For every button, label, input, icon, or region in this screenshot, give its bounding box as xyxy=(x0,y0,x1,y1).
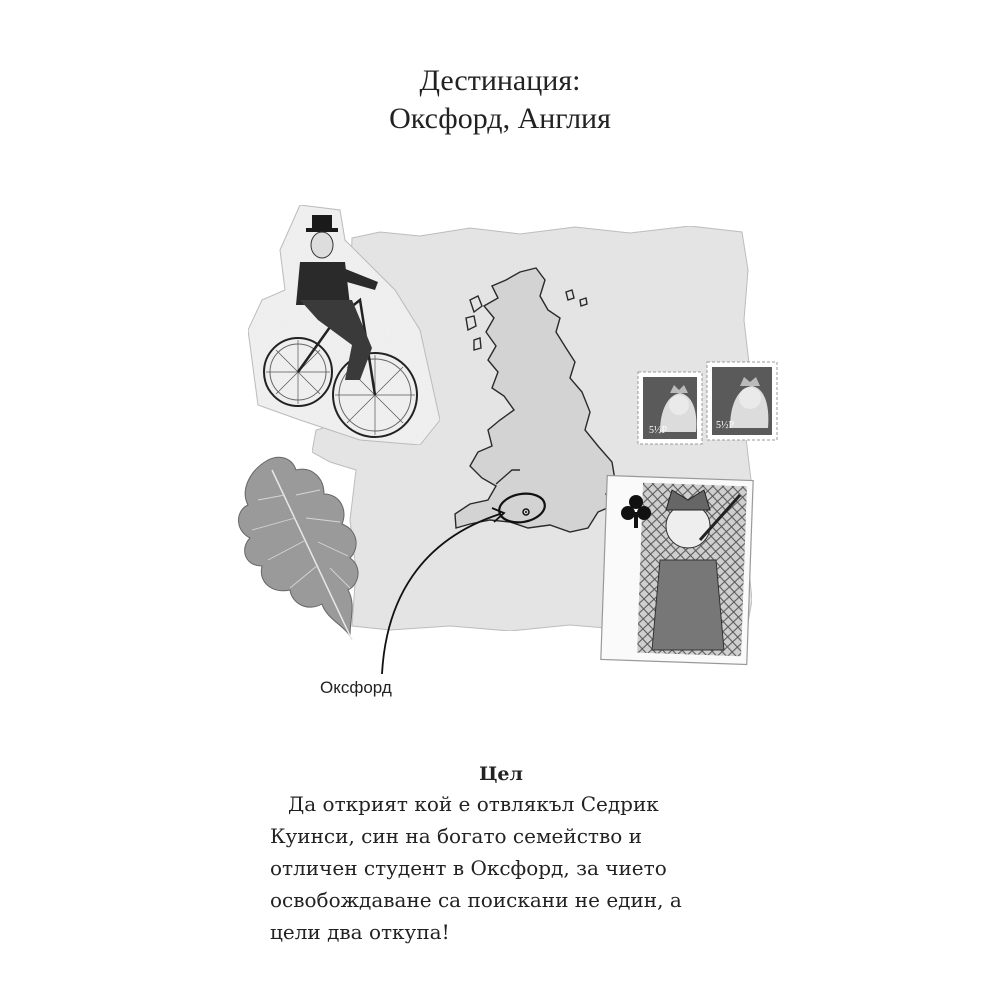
goal-section xyxy=(270,760,732,948)
page-title-line-2: Оксфорд, Англия xyxy=(389,102,611,135)
king-of-clubs-card xyxy=(601,476,753,665)
page-title-line-1: Дестинация: xyxy=(419,64,581,97)
postage-stamp-1 xyxy=(638,372,702,444)
oak-leaf-illustration xyxy=(239,457,359,640)
goal-heading: Цел xyxy=(479,763,523,785)
oxford-label: Оксфорд xyxy=(320,678,392,697)
goal-body: Да открият кой е отвлякъл Седрик Куинси, син на богато семейство и отличен студент в Оксфорд, за чието освобождаване са поискани не един, а цели два откупа! xyxy=(270,792,682,944)
stamp-2-value: 5½P xyxy=(716,420,735,431)
stamp-1-value: 5½P xyxy=(649,425,668,436)
